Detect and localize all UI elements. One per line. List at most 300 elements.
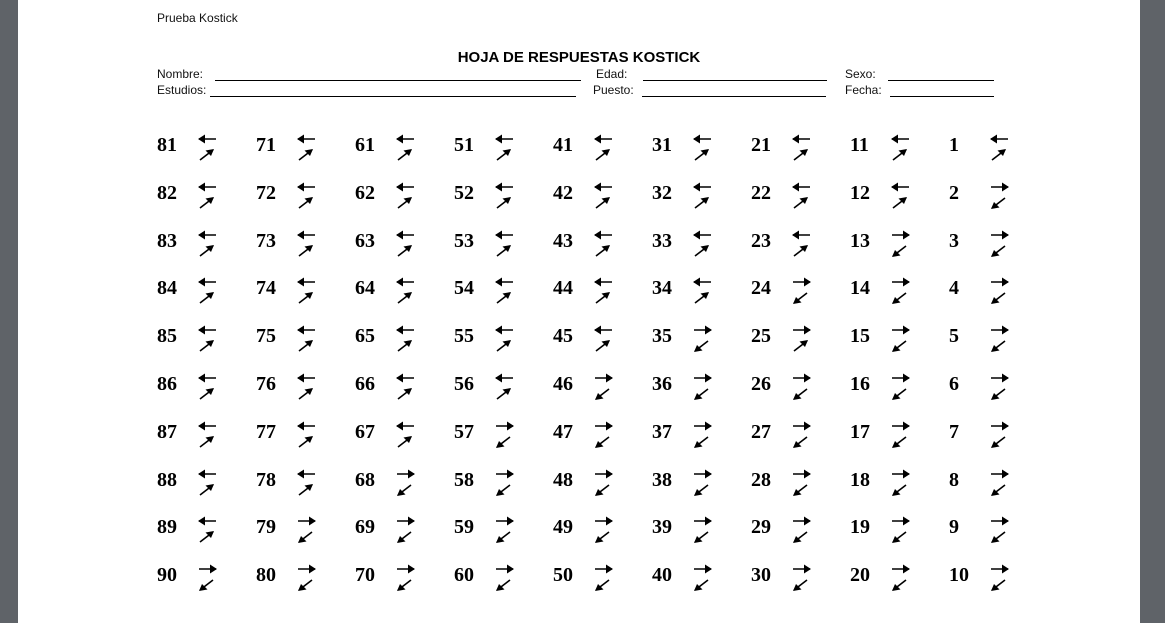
answer-arrows[interactable] [690, 367, 716, 405]
answer-item-90 [157, 558, 227, 598]
arrow-left-icon [792, 230, 810, 239]
arrow-down-left-icon [694, 437, 708, 448]
answer-item-51 [454, 128, 524, 168]
arrow-right-icon [892, 517, 910, 526]
arrow-right-icon [298, 565, 316, 574]
answer-arrows[interactable] [591, 510, 617, 548]
arrow-left-icon [891, 135, 909, 144]
item-number: 68 [355, 468, 375, 491]
arrow-down-left-icon [397, 580, 411, 591]
answer-arrows[interactable] [195, 415, 221, 453]
item-number: 13 [850, 229, 870, 252]
answer-arrows[interactable] [987, 176, 1013, 214]
arrow-left-icon [495, 135, 513, 144]
arrow-left-icon [297, 326, 315, 335]
answer-item-48 [553, 463, 623, 503]
arrow-down-left-icon [595, 437, 609, 448]
answer-item-65 [355, 319, 425, 359]
item-number: 2 [949, 181, 959, 204]
answer-arrows[interactable] [492, 271, 518, 309]
arrow-down-left-icon [991, 293, 1005, 304]
arrow-left-icon [198, 469, 216, 478]
answer-arrows[interactable] [393, 463, 419, 501]
answer-arrows[interactable] [690, 271, 716, 309]
answer-arrows[interactable] [690, 510, 716, 548]
answer-item-73 [256, 224, 326, 264]
answer-arrows[interactable] [591, 463, 617, 501]
answer-arrows[interactable] [294, 224, 320, 262]
answer-arrows[interactable] [888, 558, 914, 596]
item-number: 15 [850, 325, 870, 348]
arrow-left-icon [297, 421, 315, 430]
item-number: 14 [850, 277, 870, 300]
item-number: 44 [553, 277, 573, 300]
sexo-field [845, 67, 994, 81]
answer-arrows[interactable] [690, 224, 716, 262]
item-number: 81 [157, 134, 177, 156]
answer-arrows[interactable] [492, 176, 518, 214]
answer-arrows[interactable] [294, 271, 320, 309]
item-number: 77 [256, 420, 276, 443]
answer-arrows[interactable] [789, 463, 815, 501]
answer-arrows[interactable] [789, 176, 815, 214]
item-number: 22 [751, 181, 771, 204]
arrow-right-icon [595, 374, 613, 383]
arrow-right-icon [595, 517, 613, 526]
arrow-right-icon [694, 326, 712, 335]
arrow-down-left-icon [793, 580, 807, 591]
arrow-left-icon [594, 135, 612, 144]
arrow-up-right-icon [398, 197, 412, 208]
arrow-up-right-icon [299, 340, 313, 351]
item-number: 67 [355, 420, 375, 443]
item-number: 87 [157, 420, 177, 443]
answer-arrows[interactable] [690, 415, 716, 453]
answer-arrows[interactable] [195, 319, 221, 357]
arrow-down-left-icon [991, 580, 1005, 591]
answer-arrows[interactable] [690, 463, 716, 501]
answer-arrows[interactable] [690, 558, 716, 596]
answer-item-40 [652, 558, 722, 598]
arrow-left-icon [396, 421, 414, 430]
arrow-right-icon [991, 517, 1009, 526]
answer-arrows[interactable] [393, 128, 419, 166]
answer-arrows[interactable] [492, 367, 518, 405]
arrow-right-icon [694, 517, 712, 526]
answer-item-58 [454, 463, 524, 503]
arrow-left-icon [594, 182, 612, 191]
answer-item-42 [553, 176, 623, 216]
arrow-left-icon [693, 135, 711, 144]
arrow-right-icon [991, 278, 1009, 287]
answer-item-12 [850, 176, 920, 216]
arrow-up-right-icon [200, 436, 214, 447]
arrow-up-right-icon [992, 149, 1006, 160]
answer-arrows[interactable] [591, 271, 617, 309]
answer-arrows[interactable] [492, 558, 518, 596]
arrow-up-right-icon [794, 197, 808, 208]
answer-item-20 [850, 558, 920, 598]
answer-arrows[interactable] [195, 463, 221, 501]
answer-arrows[interactable] [393, 319, 419, 357]
answer-item-70 [355, 558, 425, 598]
arrow-left-icon [990, 135, 1008, 144]
arrow-up-right-icon [695, 245, 709, 256]
answer-arrows[interactable] [987, 271, 1013, 309]
answer-arrows[interactable] [492, 128, 518, 166]
answer-arrows[interactable] [294, 367, 320, 405]
answer-item-88 [157, 463, 227, 503]
arrow-right-icon [892, 278, 910, 287]
arrow-left-icon [495, 326, 513, 335]
item-number: 47 [553, 420, 573, 443]
answer-item-7 [949, 415, 1019, 455]
answer-item-86 [157, 367, 227, 407]
arrow-left-icon [693, 278, 711, 287]
arrow-left-icon [297, 230, 315, 239]
answer-arrows[interactable] [987, 128, 1013, 166]
answer-arrows[interactable] [195, 367, 221, 405]
answer-item-21 [751, 128, 821, 168]
arrow-up-right-icon [299, 149, 313, 160]
answer-arrows[interactable] [987, 463, 1013, 501]
answer-item-84 [157, 271, 227, 311]
arrow-up-right-icon [398, 340, 412, 351]
answer-arrows[interactable] [492, 463, 518, 501]
answer-item-72 [256, 176, 326, 216]
item-number: 88 [157, 468, 177, 491]
arrow-down-left-icon [496, 485, 510, 496]
arrow-down-left-icon [298, 580, 312, 591]
answer-arrows[interactable] [294, 128, 320, 166]
answer-item-10 [949, 558, 1019, 598]
answer-arrows[interactable] [987, 367, 1013, 405]
item-number: 45 [553, 325, 573, 348]
answer-item-50 [553, 558, 623, 598]
answer-item-16 [850, 367, 920, 407]
item-number: 35 [652, 325, 672, 348]
item-number: 55 [454, 325, 474, 348]
arrow-up-right-icon [596, 245, 610, 256]
answer-arrows[interactable] [294, 558, 320, 596]
arrow-left-icon [198, 182, 216, 191]
arrow-down-left-icon [694, 532, 708, 543]
arrow-up-right-icon [893, 197, 907, 208]
answer-arrows[interactable] [294, 463, 320, 501]
arrow-up-right-icon [200, 245, 214, 256]
answer-arrows[interactable] [195, 510, 221, 548]
answer-arrows[interactable] [492, 415, 518, 453]
answer-item-64 [355, 271, 425, 311]
arrow-up-right-icon [893, 149, 907, 160]
sexo-label: Sexo: [845, 67, 876, 81]
answer-item-31 [652, 128, 722, 168]
answer-arrows[interactable] [888, 176, 914, 214]
answer-arrows[interactable] [789, 319, 815, 357]
item-number: 66 [355, 373, 375, 395]
arrow-down-left-icon [793, 389, 807, 400]
answer-arrows[interactable] [987, 415, 1013, 453]
page-title [18, 49, 1140, 66]
arrow-up-right-icon [497, 292, 511, 303]
answer-arrows[interactable] [789, 128, 815, 166]
sexo-line [888, 70, 994, 81]
item-number: 41 [553, 134, 573, 156]
answer-item-6 [949, 367, 1019, 407]
answer-arrows[interactable] [789, 271, 815, 309]
item-number: 76 [256, 373, 276, 395]
answer-arrows[interactable] [195, 128, 221, 166]
answer-item-14 [850, 271, 920, 311]
answer-arrows[interactable] [591, 367, 617, 405]
arrow-right-icon [892, 230, 910, 239]
item-number: 36 [652, 373, 672, 395]
answer-arrows[interactable] [888, 319, 914, 357]
arrow-right-icon [397, 517, 415, 526]
answer-arrows[interactable] [888, 271, 914, 309]
item-number: 65 [355, 325, 375, 348]
arrow-up-right-icon [200, 388, 214, 399]
item-number: 24 [751, 277, 771, 300]
arrow-right-icon [793, 469, 811, 478]
item-number: 29 [751, 516, 771, 539]
item-number: 54 [454, 277, 474, 300]
answer-arrows[interactable] [987, 558, 1013, 596]
item-number: 70 [355, 564, 375, 587]
answer-arrows[interactable] [393, 510, 419, 548]
arrow-down-left-icon [991, 341, 1005, 352]
arrow-up-right-icon [695, 292, 709, 303]
answer-arrows[interactable] [690, 176, 716, 214]
item-number: 49 [553, 516, 573, 539]
answer-item-13 [850, 224, 920, 264]
answer-arrows[interactable] [294, 176, 320, 214]
arrow-right-icon [991, 421, 1009, 430]
arrow-left-icon [297, 135, 315, 144]
item-number: 75 [256, 325, 276, 348]
arrow-down-left-icon [991, 389, 1005, 400]
answer-arrows[interactable] [591, 415, 617, 453]
answer-item-78 [256, 463, 326, 503]
arrow-up-right-icon [497, 149, 511, 160]
arrow-up-right-icon [794, 245, 808, 256]
puesto-label: Puesto: [593, 83, 634, 97]
arrow-left-icon [594, 230, 612, 239]
answer-arrows[interactable] [888, 224, 914, 262]
item-number: 73 [256, 229, 276, 252]
arrow-up-right-icon [398, 245, 412, 256]
answer-arrows[interactable] [987, 319, 1013, 357]
item-number: 27 [751, 420, 771, 443]
answer-arrows[interactable] [393, 176, 419, 214]
arrow-left-icon [396, 326, 414, 335]
item-number: 58 [454, 468, 474, 491]
answer-item-1 [949, 128, 1019, 168]
answer-item-79 [256, 510, 326, 550]
item-number: 34 [652, 277, 672, 300]
answer-arrows[interactable] [690, 319, 716, 357]
arrow-up-right-icon [596, 197, 610, 208]
arrow-down-left-icon [892, 246, 906, 257]
item-number: 46 [553, 373, 573, 395]
item-number: 51 [454, 134, 474, 156]
arrow-down-left-icon [892, 485, 906, 496]
item-number: 69 [355, 516, 375, 539]
answer-item-43 [553, 224, 623, 264]
answer-item-4 [949, 271, 1019, 311]
answer-item-17 [850, 415, 920, 455]
answer-arrows[interactable] [789, 224, 815, 262]
answer-arrows[interactable] [690, 128, 716, 166]
answer-arrows[interactable] [393, 367, 419, 405]
arrow-left-icon [495, 374, 513, 383]
arrow-down-left-icon [892, 532, 906, 543]
answer-arrows[interactable] [591, 128, 617, 166]
arrow-up-right-icon [695, 149, 709, 160]
arrow-down-left-icon [991, 437, 1005, 448]
answer-arrows[interactable] [294, 415, 320, 453]
answer-arrows[interactable] [789, 558, 815, 596]
item-number: 74 [256, 277, 276, 300]
arrow-left-icon [297, 278, 315, 287]
answer-arrows[interactable] [195, 224, 221, 262]
arrow-up-right-icon [398, 436, 412, 447]
answer-arrows[interactable] [492, 510, 518, 548]
arrow-left-icon [396, 230, 414, 239]
answer-arrows[interactable] [987, 224, 1013, 262]
answer-item-71 [256, 128, 326, 168]
arrow-left-icon [198, 374, 216, 383]
answer-arrows[interactable] [888, 128, 914, 166]
answer-item-41 [553, 128, 623, 168]
answer-arrows[interactable] [195, 176, 221, 214]
answer-item-66 [355, 367, 425, 407]
arrow-down-left-icon [793, 532, 807, 543]
answer-item-39 [652, 510, 722, 550]
arrow-up-right-icon [299, 436, 313, 447]
arrow-up-right-icon [200, 149, 214, 160]
answer-arrows[interactable] [492, 224, 518, 262]
answer-arrows[interactable] [888, 415, 914, 453]
answer-arrows[interactable] [591, 224, 617, 262]
answer-arrows[interactable] [888, 510, 914, 548]
answer-item-52 [454, 176, 524, 216]
item-number: 59 [454, 516, 474, 539]
arrow-up-right-icon [695, 197, 709, 208]
arrow-up-right-icon [299, 484, 313, 495]
answer-arrows[interactable] [888, 367, 914, 405]
arrow-left-icon [495, 278, 513, 287]
arrow-down-left-icon [793, 293, 807, 304]
item-number: 8 [949, 468, 959, 491]
arrow-down-left-icon [991, 198, 1005, 209]
item-number: 31 [652, 134, 672, 156]
answer-item-47 [553, 415, 623, 455]
answer-arrows[interactable] [789, 367, 815, 405]
arrow-down-left-icon [892, 437, 906, 448]
arrow-left-icon [594, 278, 612, 287]
answer-item-82 [157, 176, 227, 216]
answer-arrows[interactable] [591, 176, 617, 214]
puesto-line [642, 86, 826, 97]
arrow-left-icon [792, 135, 810, 144]
item-number: 40 [652, 564, 672, 587]
answer-arrows[interactable] [393, 271, 419, 309]
answer-arrows[interactable] [492, 319, 518, 357]
answer-arrows[interactable] [393, 558, 419, 596]
arrow-right-icon [991, 182, 1009, 191]
answer-arrows[interactable] [393, 415, 419, 453]
arrow-up-right-icon [200, 531, 214, 542]
item-number: 57 [454, 420, 474, 443]
arrow-left-icon [297, 374, 315, 383]
answer-arrows[interactable] [393, 224, 419, 262]
arrow-up-right-icon [398, 388, 412, 399]
item-number: 50 [553, 564, 573, 587]
fecha-label: Fecha: [845, 83, 882, 97]
item-number: 4 [949, 277, 959, 300]
answer-item-68 [355, 463, 425, 503]
answer-item-53 [454, 224, 524, 264]
arrow-left-icon [396, 374, 414, 383]
arrow-left-icon [594, 326, 612, 335]
answer-arrows[interactable] [888, 463, 914, 501]
answer-item-25 [751, 319, 821, 359]
arrow-left-icon [198, 326, 216, 335]
answer-item-80 [256, 558, 326, 598]
answer-arrows[interactable] [789, 510, 815, 548]
answer-item-76 [256, 367, 326, 407]
arrow-up-right-icon [497, 245, 511, 256]
answer-item-2 [949, 176, 1019, 216]
answer-arrows[interactable] [294, 510, 320, 548]
answer-arrows[interactable] [789, 415, 815, 453]
arrow-left-icon [693, 230, 711, 239]
item-number: 26 [751, 373, 771, 395]
answer-arrows[interactable] [195, 558, 221, 596]
item-number: 3 [949, 229, 959, 252]
answer-item-77 [256, 415, 326, 455]
answer-arrows[interactable] [294, 319, 320, 357]
answer-item-59 [454, 510, 524, 550]
answer-arrows[interactable] [195, 271, 221, 309]
arrow-down-left-icon [496, 437, 510, 448]
answer-item-69 [355, 510, 425, 550]
arrow-right-icon [496, 421, 514, 430]
item-number: 56 [454, 373, 474, 395]
answer-item-63 [355, 224, 425, 264]
item-number: 52 [454, 181, 474, 204]
answer-arrows[interactable] [591, 558, 617, 596]
answer-item-87 [157, 415, 227, 455]
arrow-down-left-icon [496, 532, 510, 543]
answer-item-83 [157, 224, 227, 264]
arrow-right-icon [892, 374, 910, 383]
arrow-right-icon [397, 469, 415, 478]
item-number: 23 [751, 229, 771, 252]
arrow-up-right-icon [299, 245, 313, 256]
arrow-up-right-icon [398, 292, 412, 303]
answer-arrows[interactable] [591, 319, 617, 357]
arrow-up-right-icon [299, 292, 313, 303]
answer-arrows[interactable] [987, 510, 1013, 548]
arrow-down-left-icon [991, 485, 1005, 496]
arrow-right-icon [496, 565, 514, 574]
item-number: 42 [553, 181, 573, 204]
answer-item-5 [949, 319, 1019, 359]
estudios-field [157, 83, 576, 97]
arrow-right-icon [595, 565, 613, 574]
